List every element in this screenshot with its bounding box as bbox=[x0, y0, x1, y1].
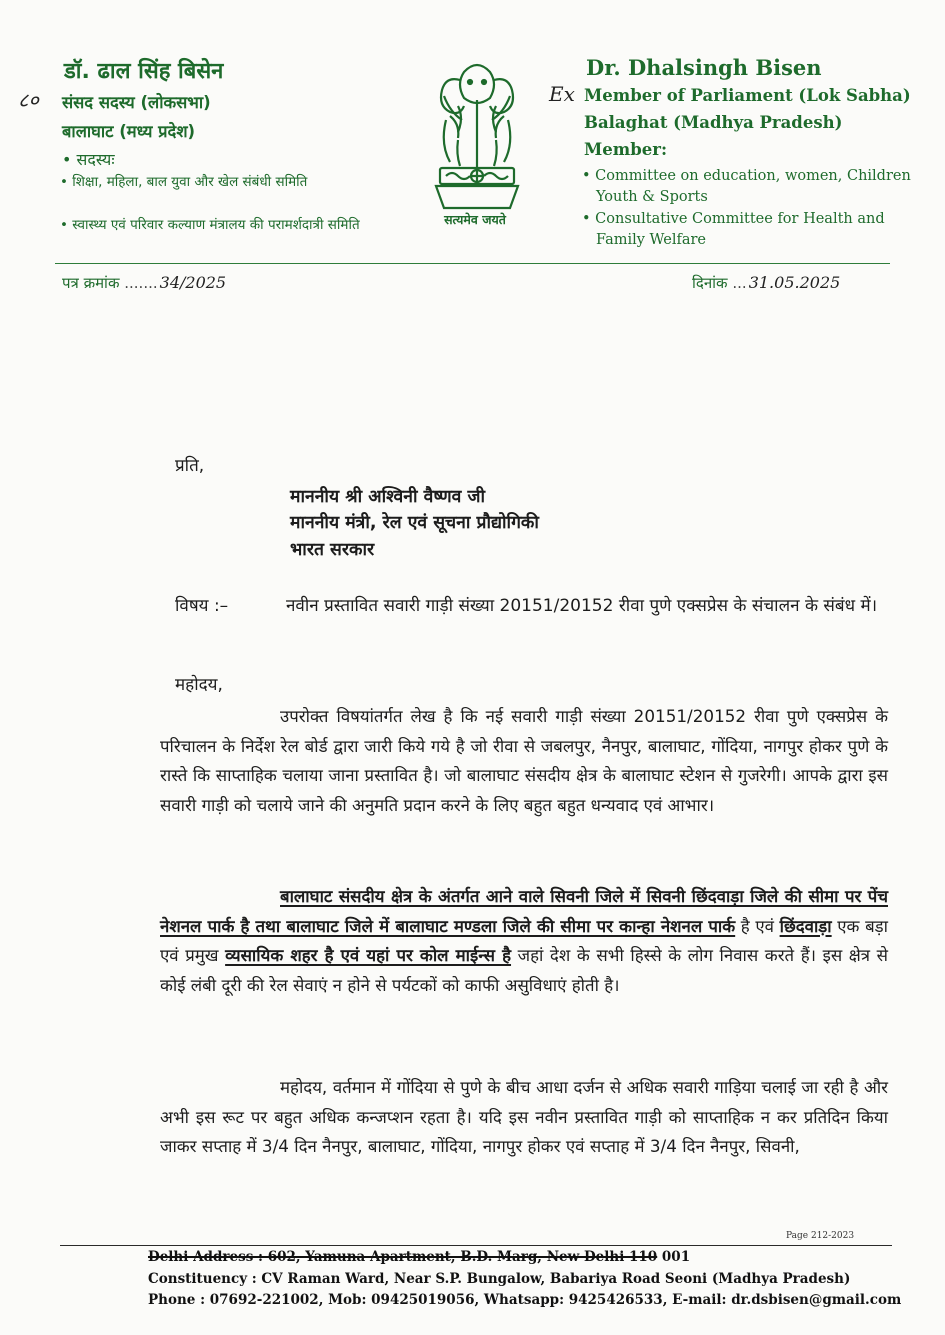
paragraph-2-text: जहां देश के सभी हिस्से के लोग निवास करते हैं। इस क्षेत्र से कोई लंबी दूरी की रेल सेवाएं न होने से पर्यटकों को काफी असुविधाएं होती है। bbox=[160, 945, 888, 995]
reference-number: पत्र क्रमांक ....... 34/2025 bbox=[62, 273, 227, 292]
date-label: दिनांक bbox=[692, 274, 728, 292]
footer-constituency: Constituency : CV Raman Ward, Near S.P. Bungalow, Babariya Road Seoni (Madhya Pradesh) bbox=[148, 1271, 851, 1287]
letterhead-constituency-hindi: बालाघाट (मध्य प्रदेश) bbox=[62, 122, 196, 141]
paragraph-2 bbox=[160, 882, 888, 1000]
committee-item-hindi: • स्वास्थ्य एवं परिवार कल्याण मंत्रालय की परामर्शदात्री समिति bbox=[60, 217, 360, 233]
reference-value: 34/2025 bbox=[159, 273, 227, 292]
greeting: महोदय, bbox=[175, 675, 223, 695]
recipient-line: माननीय मंत्री, रेल एवं सूचना प्रौद्योगिकी bbox=[290, 513, 539, 533]
letterhead-name-english: Dr. Dhalsingh Bisen bbox=[586, 55, 822, 80]
recipient-line: भारत सरकार bbox=[290, 540, 375, 560]
delhi-address-suffix: 001 bbox=[657, 1249, 691, 1265]
letterhead-divider bbox=[55, 263, 890, 264]
subject-text: नवीन प्रस्तावित सवारी गाड़ी संख्या 20151/20152 रीवा पुणे एक्सप्रेस के संचालन के संबंध में। bbox=[286, 596, 878, 616]
paragraph-3 bbox=[160, 1073, 888, 1162]
underlined-phrase: बालाघाट संसदीय क्षेत्र के अंतर्गत आने वाले सिवनी जिले में सिवनी छिंदवाड़ा जिले की सीमा पर पेंच नेशनल पार्क है तथा बालाघाट जिले में बालाघाट मण्डला जिले की सीमा पर कान्हा नेशनल पार्क bbox=[160, 886, 888, 936]
committee-item-hindi: • शिक्षा, महिला, बाल युवा और खेल संबंधी समिति bbox=[60, 174, 308, 190]
committee-item-english: • Consultative Committee for Health and Family Welfare bbox=[582, 211, 885, 248]
subject-label: विषय :– bbox=[175, 596, 229, 616]
letterhead-name-hindi: डॉ. ढाल सिंह बिसेन bbox=[64, 59, 224, 84]
paragraph-2-text: है एवं bbox=[735, 915, 780, 936]
paragraph-1-text: उपरोक्त विषयांतर्गत लेख है कि नई सवारी गाड़ी संख्या 20151/20152 रीवा पुणे एक्सप्रेस के परिचालन के निर्देश रेल बोर्ड द्वारा जारी किये गये है जो रीवा से जबलपुर, नैनपुर, बालाघाट, गोंदिया, नागपुर होकर पुणे के रास्ते कि साप्ताहिक चलाया जाना प्रस्तावित है। जो बालाघाट संसदीय क्षेत्र के बालाघाट स्टेशन से गुजरेगी। आपके द्वारा इस सवारी गाड़ी को चलाये जाने की अनुमति प्रदान करने के लिए बहुत बहुत धन्यवाद एवं आभार। bbox=[160, 706, 888, 815]
emblem-motto: सत्यमेव जयते bbox=[444, 212, 506, 227]
national-emblem-icon bbox=[422, 50, 532, 225]
footer-contact: Phone : 07692-221002, Mob: 09425019056, Whatsapp: 9425426533, E-mail: dr.dsbisen@gmail.com bbox=[148, 1292, 902, 1308]
letterhead-designation-english: Member of Parliament (Lok Sabha) bbox=[584, 86, 911, 105]
handwritten-mark-hindi: ८० bbox=[18, 88, 39, 112]
letterhead-member-label-hindi: • सदस्यः bbox=[62, 150, 115, 169]
letter-date: दिनांक ... 31.05.2025 bbox=[692, 273, 841, 292]
page-note: Page 212-2023 bbox=[786, 1231, 855, 1241]
footer-divider bbox=[60, 1245, 892, 1246]
letterhead-constituency-english: Balaghat (Madhya Pradesh) bbox=[584, 113, 843, 132]
paragraph-2-text: एक बड़ा एवं प्रमुख bbox=[160, 915, 888, 965]
letterhead-designation-hindi: संसद सदस्य (लोकसभा) bbox=[62, 93, 211, 112]
letterhead-member-label-english: Member: bbox=[584, 140, 668, 159]
footer-delhi-address bbox=[148, 1249, 690, 1265]
underlined-phrase: व्यसायिक शहर है एवं यहां पर कोल माईन्स है bbox=[225, 945, 512, 965]
committee-item-english: • Committee on education, women, Children Youth & Sports bbox=[582, 168, 911, 205]
date-value: 31.05.2025 bbox=[748, 273, 841, 292]
reference-label: पत्र क्रमांक bbox=[62, 274, 120, 292]
paragraph-3-text: महोदय, वर्तमान में गोंदिया से पुणे के बीच आधा दर्जन से अधिक सवारी गाड़िया चलाई जा रही है और अभी इस रूट पर बहुत अधिक कन्जप्शन रहता है। यदि इस नवीन प्रस्तावित गाड़ी को साप्ताहिक न कर प्रतिदिन किया जाकर सप्ताह में 3/4 दिन नैनपुर, बालाघाट, गोंदिया, नागपुर होकर एवं सप्ताह में 3/4 दिन नैनपुर, सिवनी, bbox=[160, 1077, 888, 1156]
underlined-phrase: छिंदवाड़ा bbox=[779, 915, 832, 936]
struck-delhi-address: Delhi Address : 602, Yamuna Apartment, B.D. Marg, New Delhi 110 bbox=[148, 1249, 658, 1265]
handwritten-mark-english: Ex bbox=[549, 82, 575, 106]
recipient-line: माननीय श्री अश्विनी वैष्णव जी bbox=[290, 487, 485, 507]
paragraph-1 bbox=[160, 702, 888, 820]
recipient-prefix: प्रति, bbox=[175, 456, 205, 476]
